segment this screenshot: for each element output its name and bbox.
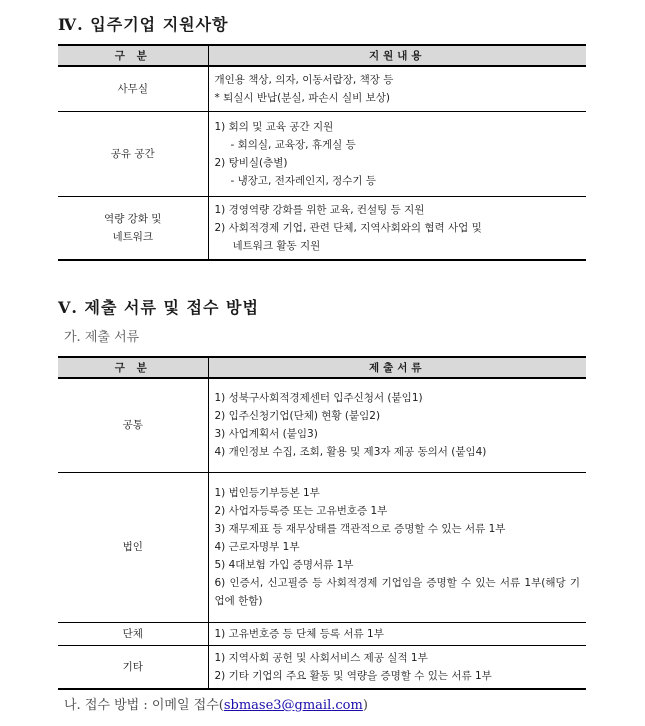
- row-content: [208, 111, 586, 196]
- row-content: [208, 645, 586, 689]
- row-content: [208, 196, 586, 260]
- table-header-row: [58, 357, 586, 378]
- row-content: [208, 472, 586, 622]
- content-line: 4) 근로자명부 1부: [214, 541, 300, 553]
- content-line: 2) 사회적경제 기업, 관련 단체, 지역사회와의 협력 사업 및: [214, 221, 482, 234]
- row-category: 법인: [58, 472, 208, 622]
- row-content: [208, 622, 586, 645]
- header-documents: 제출서류: [208, 357, 586, 378]
- content-line: 1) 회의 및 교육 공간 지원: [214, 120, 334, 133]
- content-line: 2) 입주신청기업(단체) 현황 (붙임2): [214, 410, 381, 423]
- documents-table: [58, 356, 586, 690]
- content-line: 1) 지역사회 공헌 및 사회서비스 제공 실적 1부: [214, 651, 428, 664]
- table-row: [58, 378, 586, 472]
- content-line: 2) 사업자등록증 또는 고유번호증 1부: [214, 505, 388, 517]
- content-line: 1) 성북구사회적경제센터 입주신청서 (붙임1): [214, 392, 423, 405]
- content-line: 2) 탕비실(층별): [214, 156, 288, 169]
- content-line: 1) 경영역량 강화를 위한 교육, 컨설팅 등 지원: [214, 203, 425, 216]
- submission-docs-subtitle: 가. 제출 서류: [64, 330, 140, 345]
- submission-method: [64, 694, 368, 713]
- row-category: [58, 196, 208, 260]
- content-line: 1) 고유번호증 등 단체 등록 서류 1부: [214, 627, 384, 640]
- table-row: [58, 622, 586, 645]
- header-category: 구 분: [58, 45, 208, 66]
- category-line: 네트워크: [112, 230, 154, 243]
- content-line: 3) 재무제표 등 재무상태를 객관적으로 증명할 수 있는 서류 1부: [214, 523, 506, 535]
- header-category: 구 분: [58, 357, 208, 378]
- content-line: 3) 사업계획서 (붙임3): [214, 428, 318, 441]
- table-row: [58, 196, 586, 260]
- row-category: 공통: [58, 378, 208, 472]
- content-line: 5) 4대보험 가입 증명서류 1부: [214, 559, 354, 571]
- content-line: 개인용 책상, 의자, 이동서랍장, 책장 등: [214, 73, 394, 86]
- content-line: - 냉장고, 전자레인지, 정수기 등: [230, 174, 377, 187]
- content-line: 4) 개인정보 수집, 조회, 활용 및 제3자 제공 동의서 (붙임4): [214, 446, 487, 459]
- row-category: 기타: [58, 645, 208, 689]
- content-line: 2) 기타 기업의 주요 활동 및 역량을 증명할 수 있는 서류 1부: [214, 669, 492, 682]
- email-link[interactable]: sbmase3@gmail.com: [223, 698, 363, 713]
- content-line: - 회의실, 교육장, 휴게실 등: [230, 138, 356, 151]
- content-line: 1) 법인등기부등본 1부: [214, 487, 320, 499]
- table-row: [58, 472, 586, 622]
- table-row: [58, 111, 586, 196]
- header-content: 지원내용: [208, 45, 586, 66]
- row-category: 사무실: [58, 66, 208, 111]
- table-row: [58, 66, 586, 111]
- category-line: 역량 강화 및: [104, 212, 162, 225]
- submission-method-label: 나. 접수 방법 : 이메일 접수(: [64, 698, 224, 713]
- row-category: 단체: [58, 622, 208, 645]
- content-line: 6) 인증서, 신고필증 등 사회적경제 기업임을 증명할 수 있는 서류 1부(해당 기업에 한함): [214, 577, 580, 607]
- row-content: [208, 378, 586, 472]
- section-4-title: Ⅳ. 입주기업 지원사항: [58, 15, 229, 34]
- table-row: [58, 645, 586, 689]
- section-5-title: Ⅴ. 제출 서류 및 접수 방법: [58, 298, 259, 317]
- content-line: * 퇴실시 반납(분실, 파손시 실비 보상): [214, 91, 390, 104]
- row-category: 공유 공간: [58, 111, 208, 196]
- support-table: [58, 44, 586, 261]
- table-header-row: [58, 45, 586, 66]
- row-content: [208, 66, 586, 111]
- submission-method-suffix: ): [362, 698, 368, 713]
- content-line: 네트워크 활동 지원: [232, 239, 321, 252]
